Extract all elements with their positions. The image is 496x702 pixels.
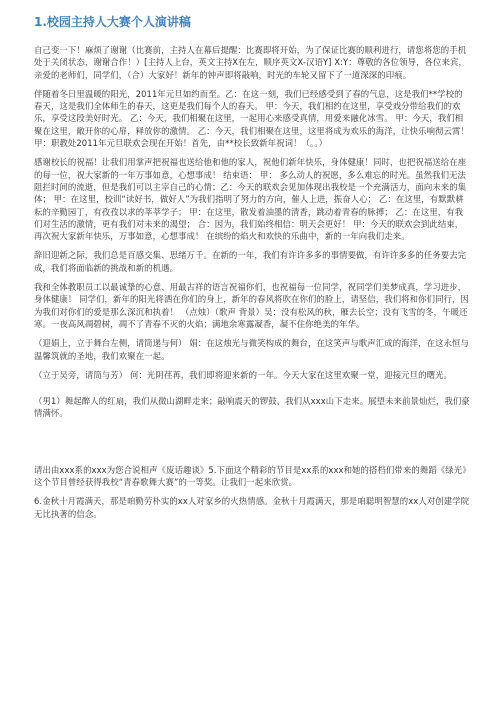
paragraph-blessing: 我和全体教职员工以最诚挚的心意、用最古祥的语言祝福你们，也祝福每一位同学，祝同学们美梦成真，学习进步，身体健康！ 同学们，新年的阳光将洒在你们的身上，新年的春风将吹在你们的脸上，请坚信，我们将和你们同行，因为我们对你们的爱是那么深沉和执着！ （点烛）（歌声 背景）吴：没有松风的秋，雁去长空；没有飞雪的冬，午暖还寒。一夜高风凋碧树，凋不了青春不灭的火焰；满地余寒露凝香，凝不住你绝美的年华。 — [34, 282, 469, 329]
paragraph-thanks-principal: 感谢校长的祝福！让我们用掌声把祝福也送给他和他的家人，祝他们新年快乐，身体健康！同时，也把祝福送给在座的每一位，祝大家新的一年万事如意，心想事成！ 结束语： 甲： 多么动人的祝愿，多么难忘的时光。虽然我们无法阻拦时间的流逝，但是我们可以主宰自己的心情；乙：今天的联欢会见加体现出我校是一个充满活力，面向未来的集体； 甲：在这里，校训“读好书，做好人”为我们指明了努力的方向，催人上进，振奋人心； 乙：在这里，有默默耕耘的辛勤园丁，有孜孜以求的莘莘学子； 甲：在这里，散发着油墨的清香，跳动着青春的脉搏； 乙：在这里，有我们对生活的激情，更有我们对未来的渴望； 合：因为，我们始终相信：明天会更好！ 甲：今天的联欢会到此结束，再次祝大家新年快乐，万事如意，心想事成！ 在缤纷的焰火和欢快的乐曲中，新的一年向我们走来。 — [34, 157, 467, 242]
paragraph-farewell-old-year: 辞旧迎新之际，我们总是百感交集、思绪万千。在新的一年，我们有许许多多的事情要做，有许许多多的任务要去完成，我们将面临新的挑战和新的机遇。 — [34, 250, 467, 273]
paragraph-candlelight-stage: （迎娟上，立于舞台左侧，请筒递与何） 娟：在这烛光与微笑构成的舞台，在这笑声与歌声汇成的海洋，在这永恒与温馨筑就的圣地，我们欢聚在一起。 — [34, 338, 469, 361]
paragraph-red-fan: （男1）舞起醉人的红扇，我们从微山湖畔走来；敲响震天的锣鼓，我们从xxx山下走来。展望未来前景灿烂，我们豪情满怀。 — [34, 396, 470, 419]
paragraph-opening: 自己变一下！麻烦了谢谢（比赛前，主持人在幕后提醒：比赛即将开始，为了保证比赛的顺利进行，请您将您的手机处于关闭状态，谢谢合作！）[主持人上台，英文主持X在左，顺序英文X-汉语Y] X:Y：尊敬的各位领导，各位来宾，亲爱的老师们，同学们，（合）大家好！新年的钟声即将敲响，时光的车轮又留下了一道深深的印痕。 — [34, 45, 467, 80]
paragraph-golden-autumn: 6.金秋十月霞满天，那是咱勤劳朴实的xx人对家乡的火热情感。金秋十月霞满天，那是咱聪明智慧的xx人对创建学院无比执著的信念。 — [34, 496, 470, 519]
paragraph-new-year: 伴随着冬日里温暖的阳光，2011年元旦如约而至。乙：在这一刻，我们已经感受到了春的气息，这是我们**学校的春天，这是我们全体师生的春天，这更是我们每个人的春天。 甲：今天，我们相约在这里，享受戏分带给我们的欢乐，享受这段美好时光。 乙：今天，我们相聚在这里，一起用心来感受真情，用爱来融化冰雪。 甲：今天，我们相聚在这里，敞开你的心扉，释放你的激情。 乙：今天，我们相聚在这里，这里将成为欢乐的海洋，让快乐响彻云霄！ 甲：职教处2011年元旦联欢会现在开始！首先，由**校长致新年祝词！（。。） — [34, 88, 469, 149]
paragraph-new-year-dawn: （立于吴旁，请筒与芳） 何：光阴荏苒，我们即将迎来新的一年。今天大家在这里欢聚一堂，迎接元旦的曙光。 — [34, 369, 453, 380]
paragraph-program-intro: 请出由xxx系的xxx为您合说相声《废话趣谈》5.下面这个精彩的节目是xx系的xxx和她的搭档们带来的舞蹈《绿光》这个节目曾经获得我校“青春歌舞大赛”的一等奖。让我们一起来欣赏。 — [34, 464, 467, 488]
document-title: 1.校园主持人大赛个人演讲稿 — [34, 15, 191, 29]
